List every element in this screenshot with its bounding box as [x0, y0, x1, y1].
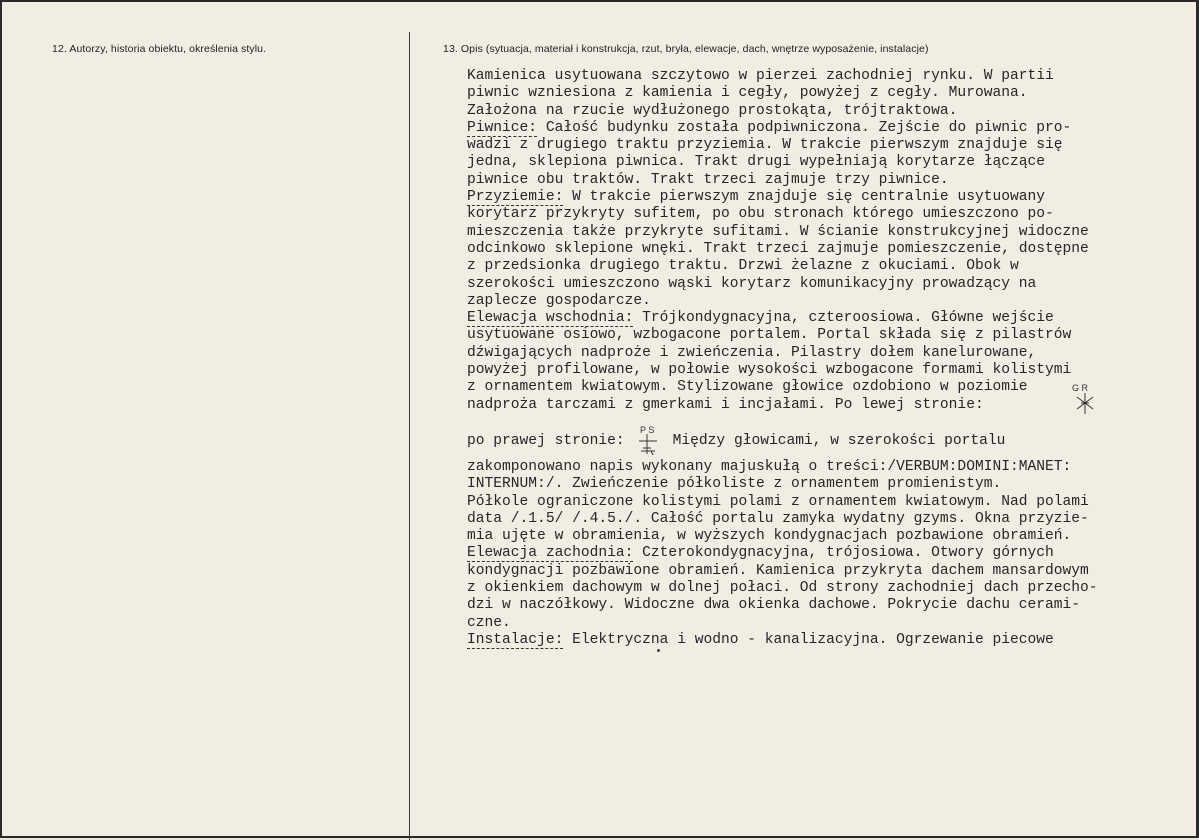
przyziemie-line: zaplecze gospodarcze.	[467, 292, 651, 309]
elewacja-zachodnia-line: z okienkiem dachowym w dolnej połaci. Od strony zachodniej dach przecho-	[467, 580, 1098, 597]
column-divider	[409, 32, 410, 840]
intro-line: piwnic wzniesiona z kamienia i cegły, powyżej z cegły. Murowana.	[467, 85, 1028, 102]
ink-dot	[657, 649, 660, 652]
przyziemie-line: mieszczenia także przykryte sufitami. W ścianie konstrukcyjnej widoczne	[467, 223, 1089, 240]
elewacja-zachodnia-line: kondygnacji pozbawione obramień. Kamienica przykryta dachem mansardowym	[467, 562, 1089, 579]
gmerk-gr-icon	[1069, 382, 1109, 421]
piwnice-line: piwnice obu traktów. Trakt trzeci zajmuje trzy piwnice.	[467, 171, 949, 188]
piwnice-line: wadzi z drugiego traktu przyziemia. W trakcie pierwszym znajduje się	[467, 137, 1063, 154]
intro-line: Kamienica usytuowana szczytowo w pierzei zachodniej rynku. W partii	[467, 68, 1054, 84]
instalacje-heading: Instalacje:	[467, 631, 564, 648]
section-12-label: 12. Autorzy, historia obiektu, określenia stylu.	[52, 43, 267, 55]
elewacja-wschodnia-line: INTERNUM:/. Zwieńczenie półkoliste z ornamentem promienistym.	[467, 476, 1002, 493]
przyziemie-first-line: Przyziemie: W trakcie pierwszym znajduje się centralnie usytuowany	[467, 189, 1046, 206]
przyziemie-line: korytarz przykryty sufitem, po obu stronach którego umieszczono po-	[467, 206, 1054, 223]
przyziemie-heading: Przyziemie:	[467, 189, 564, 206]
przyziemie-line: odcinkowo sklepione wnęki. Trakt trzeci zajmuje pomieszczenie, dostępne	[467, 240, 1089, 257]
section-13-label: 13. Opis (sytuacja, materiał i konstrukcja, rzut, bryła, elewacje, dach, wnętrze wyposażenie, instalacje)	[443, 43, 929, 55]
right-side-line: po prawej stronie: P S Między głowicami, w szerokości portalu	[467, 414, 1167, 453]
elewacja-wschodnia-heading: Elewacja wschodnia:	[467, 310, 634, 327]
elewacja-wschodnia-line: powyżej profilowane, w połowie wysokości wzbogacone formami kolistymi	[467, 362, 1072, 379]
elewacja-wschodnia-line: zakomponowano napis wykonany majuskułą o treści:/VERBUM:DOMINI:MANET:	[467, 458, 1072, 475]
elewacja-wschodnia-line: z ornamentem kwiatowym. Stylizowane głowice ozdobiono w poziomie	[467, 379, 1028, 396]
intro-line: Założona na rzucie wydłużonego prostokąta, trójtraktowa.	[467, 102, 958, 119]
piwnice-heading: Piwnice:	[467, 119, 538, 136]
przyziemie-line: z przedsionka drugiego traktu. Drzwi żelazne z okuciami. Obok w	[467, 258, 1019, 275]
elewacja-wschodnia-line: data /.1.5/ /.4.5./. Całość portalu zamyka wydatny gzyms. Okna przyzie-	[467, 510, 1089, 527]
elewacja-wschodnia-line: usytuowane osiowo, wzbogacone portalem. Portal składa się z pilastrów	[467, 327, 1072, 344]
elewacja-zachodnia-first-line: Elewacja zachodnia: Czterokondygnacyjna, trójosiowa. Otwory górnych	[467, 545, 1054, 562]
instalacje-line: Instalacje: Elektryczna i wodno - kanalizacyjna. Ogrzewanie piecowe	[467, 631, 1054, 648]
przyziemie-line: szerokości umieszczono wąski korytarz komunikacyjny prowadzący na	[467, 275, 1037, 292]
elewacja-wschodnia-first-line: Elewacja wschodnia: Trójkondygnacyjna, czteroosiowa. Główne wejście	[467, 310, 1054, 327]
elewacja-zachodnia-heading: Elewacja zachodnia:	[467, 545, 634, 562]
piwnice-line: jedna, sklepiona piwnica. Trakt drugi wypełniają korytarze łączące	[467, 154, 1046, 171]
piwnice-first-line: Piwnice: Całość budynku została podpiwniczona. Zejście do piwnic pro-	[467, 119, 1072, 136]
gmerk-ps-icon	[631, 424, 667, 454]
svg-text:P S: P S	[639, 424, 654, 435]
elewacja-wschodnia-line: mia ujęte w obramienia, w wyższych kondygnacjach pozbawione obramień.	[467, 528, 1072, 545]
elewacja-wschodnia-line: nadproża tarczami z gmerkami i incjałami. Po lewej stronie:	[467, 396, 984, 413]
elewacja-wschodnia-line: dźwigających nadproże i zwieńczenia. Pilastry dołem kanelurowane,	[467, 344, 1037, 361]
svg-text:G R: G R	[1072, 383, 1089, 393]
elewacja-wschodnia-line: Półkole ograniczone kolistymi polami z ornamentem kwiatowym. Nad polami	[467, 493, 1089, 510]
elewacja-zachodnia-line: dzi w naczółkowy. Widoczne dwa okienka dachowe. Pokrycie dachu cerami-	[467, 597, 1081, 614]
description-text	[467, 68, 1167, 649]
elewacja-zachodnia-line: czne.	[467, 614, 511, 631]
